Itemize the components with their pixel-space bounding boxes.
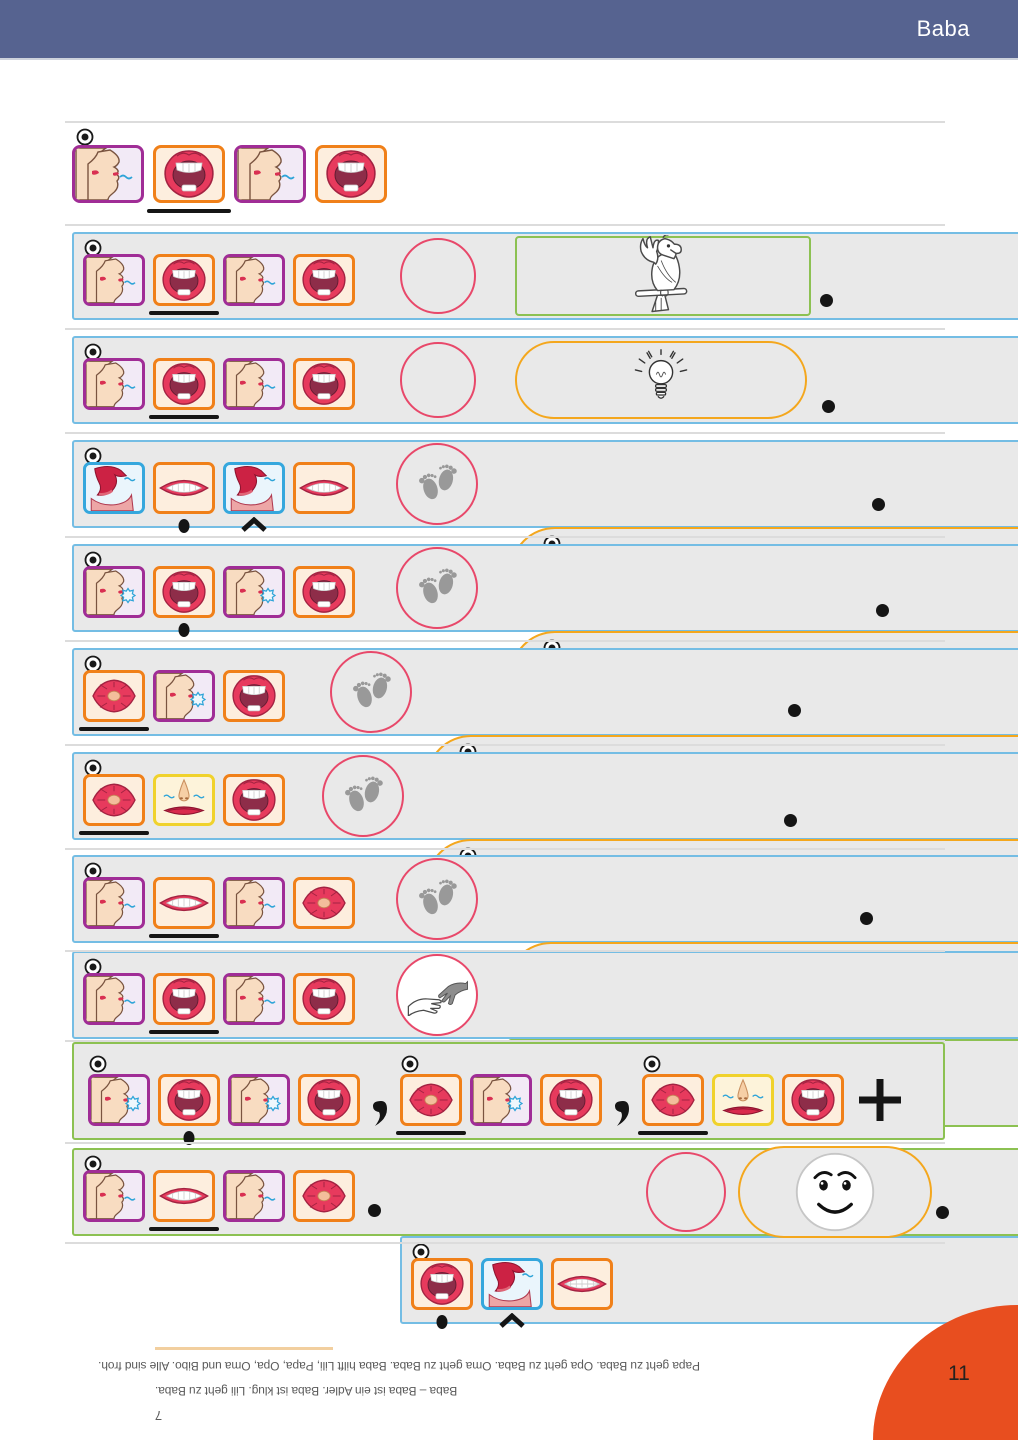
sound-tile-open-mouth-a [540,1074,602,1140]
sound-tile-lips-b [83,358,145,424]
exercise-row [0,536,1018,640]
stress-underline-mark [638,1131,708,1135]
period-mark [876,604,889,617]
lips-b-mouth-icon [83,973,145,1025]
page-header-bar [0,0,1018,60]
eagle-drawing [515,236,811,316]
sound-tile-open-mouth-a [411,1258,473,1324]
stress-underline-mark [396,1131,466,1135]
sound-tile-lips-b [223,358,285,424]
solution-line: Papa geht zu Baba. Opa geht zu Baba. Oma geht zu Baba. Baba hilft Lili, Papa, Opa, Oma und Bibo. Alle sind froh. [98,1359,700,1373]
sound-tile-lips-puff-p [88,1074,150,1140]
footprints-icon [396,443,478,525]
row-separator [65,224,945,226]
sound-tile-lips-b [223,877,285,943]
lips-puff-p-mouth-icon [228,1074,290,1126]
tongue-up-l-mouth-icon [83,462,145,514]
sound-tile-round-lips-o [293,877,355,943]
period-mark [784,814,797,827]
round-lips-o-mouth-icon [83,670,145,722]
open-mouth-a-mouth-icon [293,254,355,306]
period-mark [860,912,873,925]
row-separator [65,1142,945,1144]
word-group-box [72,1042,945,1140]
exercise-row [0,640,1018,744]
sound-tile-open-mouth-a [153,145,225,223]
sound-tile-open-mouth-a [293,358,355,424]
lips-puff-p-mouth-icon [223,566,285,618]
exercise-row [0,1142,1018,1242]
sound-tile-open-mouth-a [223,670,285,736]
row-separator [65,1040,945,1042]
exercise-row [0,744,1018,848]
exercise-row [0,848,1018,950]
footprints-icon [330,651,412,733]
sound-tile-round-lips-o [642,1074,704,1140]
solution-text-upside-down [98,1344,700,1428]
syllable-caret-mark [499,1313,525,1328]
word-card-Opa [72,648,1018,736]
listen-audio-icon[interactable] [88,1054,108,1074]
sound-sequence-Oma [642,1056,844,1140]
smile-teeth-e-mouth-icon [551,1258,613,1310]
open-mouth-a-mouth-icon [293,973,355,1025]
exercise-row [0,224,1018,328]
sound-tile-round-lips-o [400,1074,462,1140]
sound-tile-open-mouth-a [223,774,285,840]
sound-tile-lips-b [223,254,285,320]
open-mouth-a-mouth-icon [153,254,215,306]
sound-tile-open-mouth-a [153,566,215,632]
lips-b-mouth-icon [223,1170,285,1222]
exercise-row [0,121,1018,224]
row-separator [65,432,945,434]
sound-tile-round-lips-o [83,774,145,840]
stress-underline-mark [149,1030,219,1034]
sound-tile-lips-puff-p [223,566,285,632]
open-mouth-a-mouth-icon [223,774,285,826]
open-mouth-a-mouth-icon [153,973,215,1025]
sound-sequence-Opa [400,1056,602,1140]
sound-tile-open-mouth-a [293,254,355,320]
stress-underline-mark [79,727,149,731]
sound-tile-smile-teeth-i [153,462,215,528]
round-lips-o-mouth-icon [83,774,145,826]
sound-tile-open-mouth-a [782,1074,844,1140]
sound-tile-open-mouth-a [293,973,355,1039]
answer-circle[interactable] [646,1152,726,1232]
page-number: 11 [948,1362,970,1385]
open-mouth-a-mouth-icon [153,145,225,203]
listen-audio-icon[interactable] [75,127,95,147]
open-mouth-a-mouth-icon [540,1074,602,1126]
row-separator [65,121,945,123]
row-separator [65,950,945,952]
lips-b-mouth-icon [234,145,306,203]
period-mark [788,704,801,717]
open-mouth-a-mouth-icon [153,566,215,618]
row-separator [65,328,945,330]
stress-dot-mark [179,623,190,637]
nose-hum-m-mouth-icon [153,774,215,826]
sound-tile-open-mouth-a [158,1074,220,1140]
row-separator [65,744,945,746]
sound-tile-lips-b [223,973,285,1039]
answer-circle[interactable] [400,342,476,418]
syllable-caret-mark [241,517,267,532]
period-mark [820,294,833,307]
lips-b-mouth-icon [223,973,285,1025]
lips-puff-p-mouth-icon [88,1074,150,1126]
sound-tile-lips-b [83,877,145,943]
smile-teeth-i-mouth-icon [153,1170,215,1222]
round-lips-o-mouth-icon [293,1170,355,1222]
tongue-up-l-mouth-icon [223,462,285,514]
exercise-row [0,328,1018,432]
sound-tile-lips-b [223,1170,285,1236]
lips-b-mouth-icon [72,145,144,203]
lips-puff-p-mouth-icon [83,566,145,618]
stress-dot-mark [179,519,190,533]
open-mouth-a-mouth-icon [158,1074,220,1126]
listen-audio-icon[interactable] [400,1054,420,1074]
period-mark [822,400,835,413]
row-separator [65,848,945,850]
tongue-up-l-mouth-icon [481,1258,543,1310]
row-separator [65,536,945,538]
round-lips-o-mouth-icon [293,877,355,929]
page-title: Baba [916,16,970,41]
period-mark [936,1206,949,1219]
exercise-row [0,1040,1018,1142]
sound-tile-open-mouth-a [298,1074,360,1140]
sound-tile-lips-puff-p [83,566,145,632]
plus-sign [856,1076,904,1124]
sound-tile-lips-puff-p [153,670,215,736]
sound-tile-nose-hum-m [153,774,215,840]
lips-b-mouth-icon [223,358,285,410]
page-corner-decoration [873,1305,1018,1440]
lips-b-mouth-icon [223,877,285,929]
sound-tile-lips-b [83,254,145,320]
open-mouth-a-mouth-icon [293,566,355,618]
sound-tile-lips-puff-p [228,1074,290,1140]
footprints-icon [396,858,478,940]
open-mouth-a-mouth-icon [298,1074,360,1126]
stress-underline-mark [149,415,219,419]
period-mark [872,498,885,511]
exercise-row [0,950,1018,1040]
sound-sequence-Baba [72,145,1018,223]
footprints-icon [396,547,478,629]
footprints-icon [322,755,404,837]
word-card-Bibo [72,855,1018,943]
stress-underline-mark [149,1227,219,1231]
happy-face-drawing [738,1146,932,1238]
stress-underline-mark [149,311,219,315]
sound-tile-lips-puff-p [470,1074,532,1140]
comma-mark [372,1100,388,1127]
word-card-Oma [72,752,1018,840]
smile-teeth-i-mouth-icon [153,877,215,929]
sound-tile-lips-b [83,973,145,1039]
row-separator [65,1242,945,1244]
smile-teeth-i-mouth-icon [293,462,355,514]
stress-underline-mark [79,831,149,835]
solution-line: Baba – Baba ist ein Adler. Baba ist klug. Lili geht zu Baba. [155,1384,458,1398]
open-mouth-a-mouth-icon [153,358,215,410]
lips-puff-p-mouth-icon [153,670,215,722]
round-lips-o-mouth-icon [642,1074,704,1126]
sound-tile-open-mouth-a [153,358,215,424]
stress-underline-mark [147,209,231,213]
open-mouth-a-mouth-icon [223,670,285,722]
nose-hum-m-mouth-icon [712,1074,774,1126]
sound-tile-nose-hum-m [712,1074,774,1140]
sound-tile-open-mouth-a [153,254,215,320]
open-mouth-a-mouth-icon [293,358,355,410]
period-mark [368,1204,381,1217]
sound-tile-tongue-up-l [83,462,145,528]
lips-b-mouth-icon [83,877,145,929]
open-mouth-a-mouth-icon [315,145,387,203]
sound-tile-smile-teeth-i [293,462,355,528]
sound-tile-smile-teeth-i [153,1170,215,1236]
sound-sequence-Papa [88,1056,360,1140]
solution-underline [155,1347,333,1350]
lips-b-mouth-icon [83,254,145,306]
smile-teeth-i-mouth-icon [153,462,215,514]
sound-tile-smile-teeth-e [551,1258,613,1324]
lightbulb-drawing [515,341,807,419]
touching-hands-icon [396,954,478,1036]
exercise-row [0,432,1018,536]
sound-tile-open-mouth-a [315,145,387,223]
sound-tile-round-lips-o [83,670,145,736]
word-card-Baba [72,951,1018,1039]
sound-tile-tongue-up-l [481,1258,543,1324]
open-mouth-a-mouth-icon [782,1074,844,1126]
sound-tile-tongue-up-l [223,462,285,528]
stress-dot-mark [437,1315,448,1329]
lips-b-mouth-icon [83,358,145,410]
word-card-alle [400,1236,1018,1324]
answer-circle[interactable] [400,238,476,314]
comma-mark [614,1100,630,1127]
listen-audio-icon[interactable] [642,1054,662,1074]
sound-tile-lips-b [234,145,306,223]
sound-tile-lips-b [72,145,144,223]
stress-underline-mark [149,934,219,938]
round-lips-o-mouth-icon [400,1074,462,1126]
exercise-number: 7 [155,1408,163,1423]
word-card-Lili [72,440,1018,528]
lips-b-mouth-icon [83,1170,145,1222]
sound-tile-open-mouth-a [153,973,215,1039]
open-mouth-a-mouth-icon [411,1258,473,1310]
row-separator [65,640,945,642]
sound-tile-round-lips-o [293,1170,355,1236]
lips-puff-p-mouth-icon [470,1074,532,1126]
sound-tile-open-mouth-a [293,566,355,632]
word-card-Papa [72,544,1018,632]
sound-tile-lips-b [83,1170,145,1236]
lips-b-mouth-icon [223,254,285,306]
sound-tile-smile-teeth-i [153,877,215,943]
